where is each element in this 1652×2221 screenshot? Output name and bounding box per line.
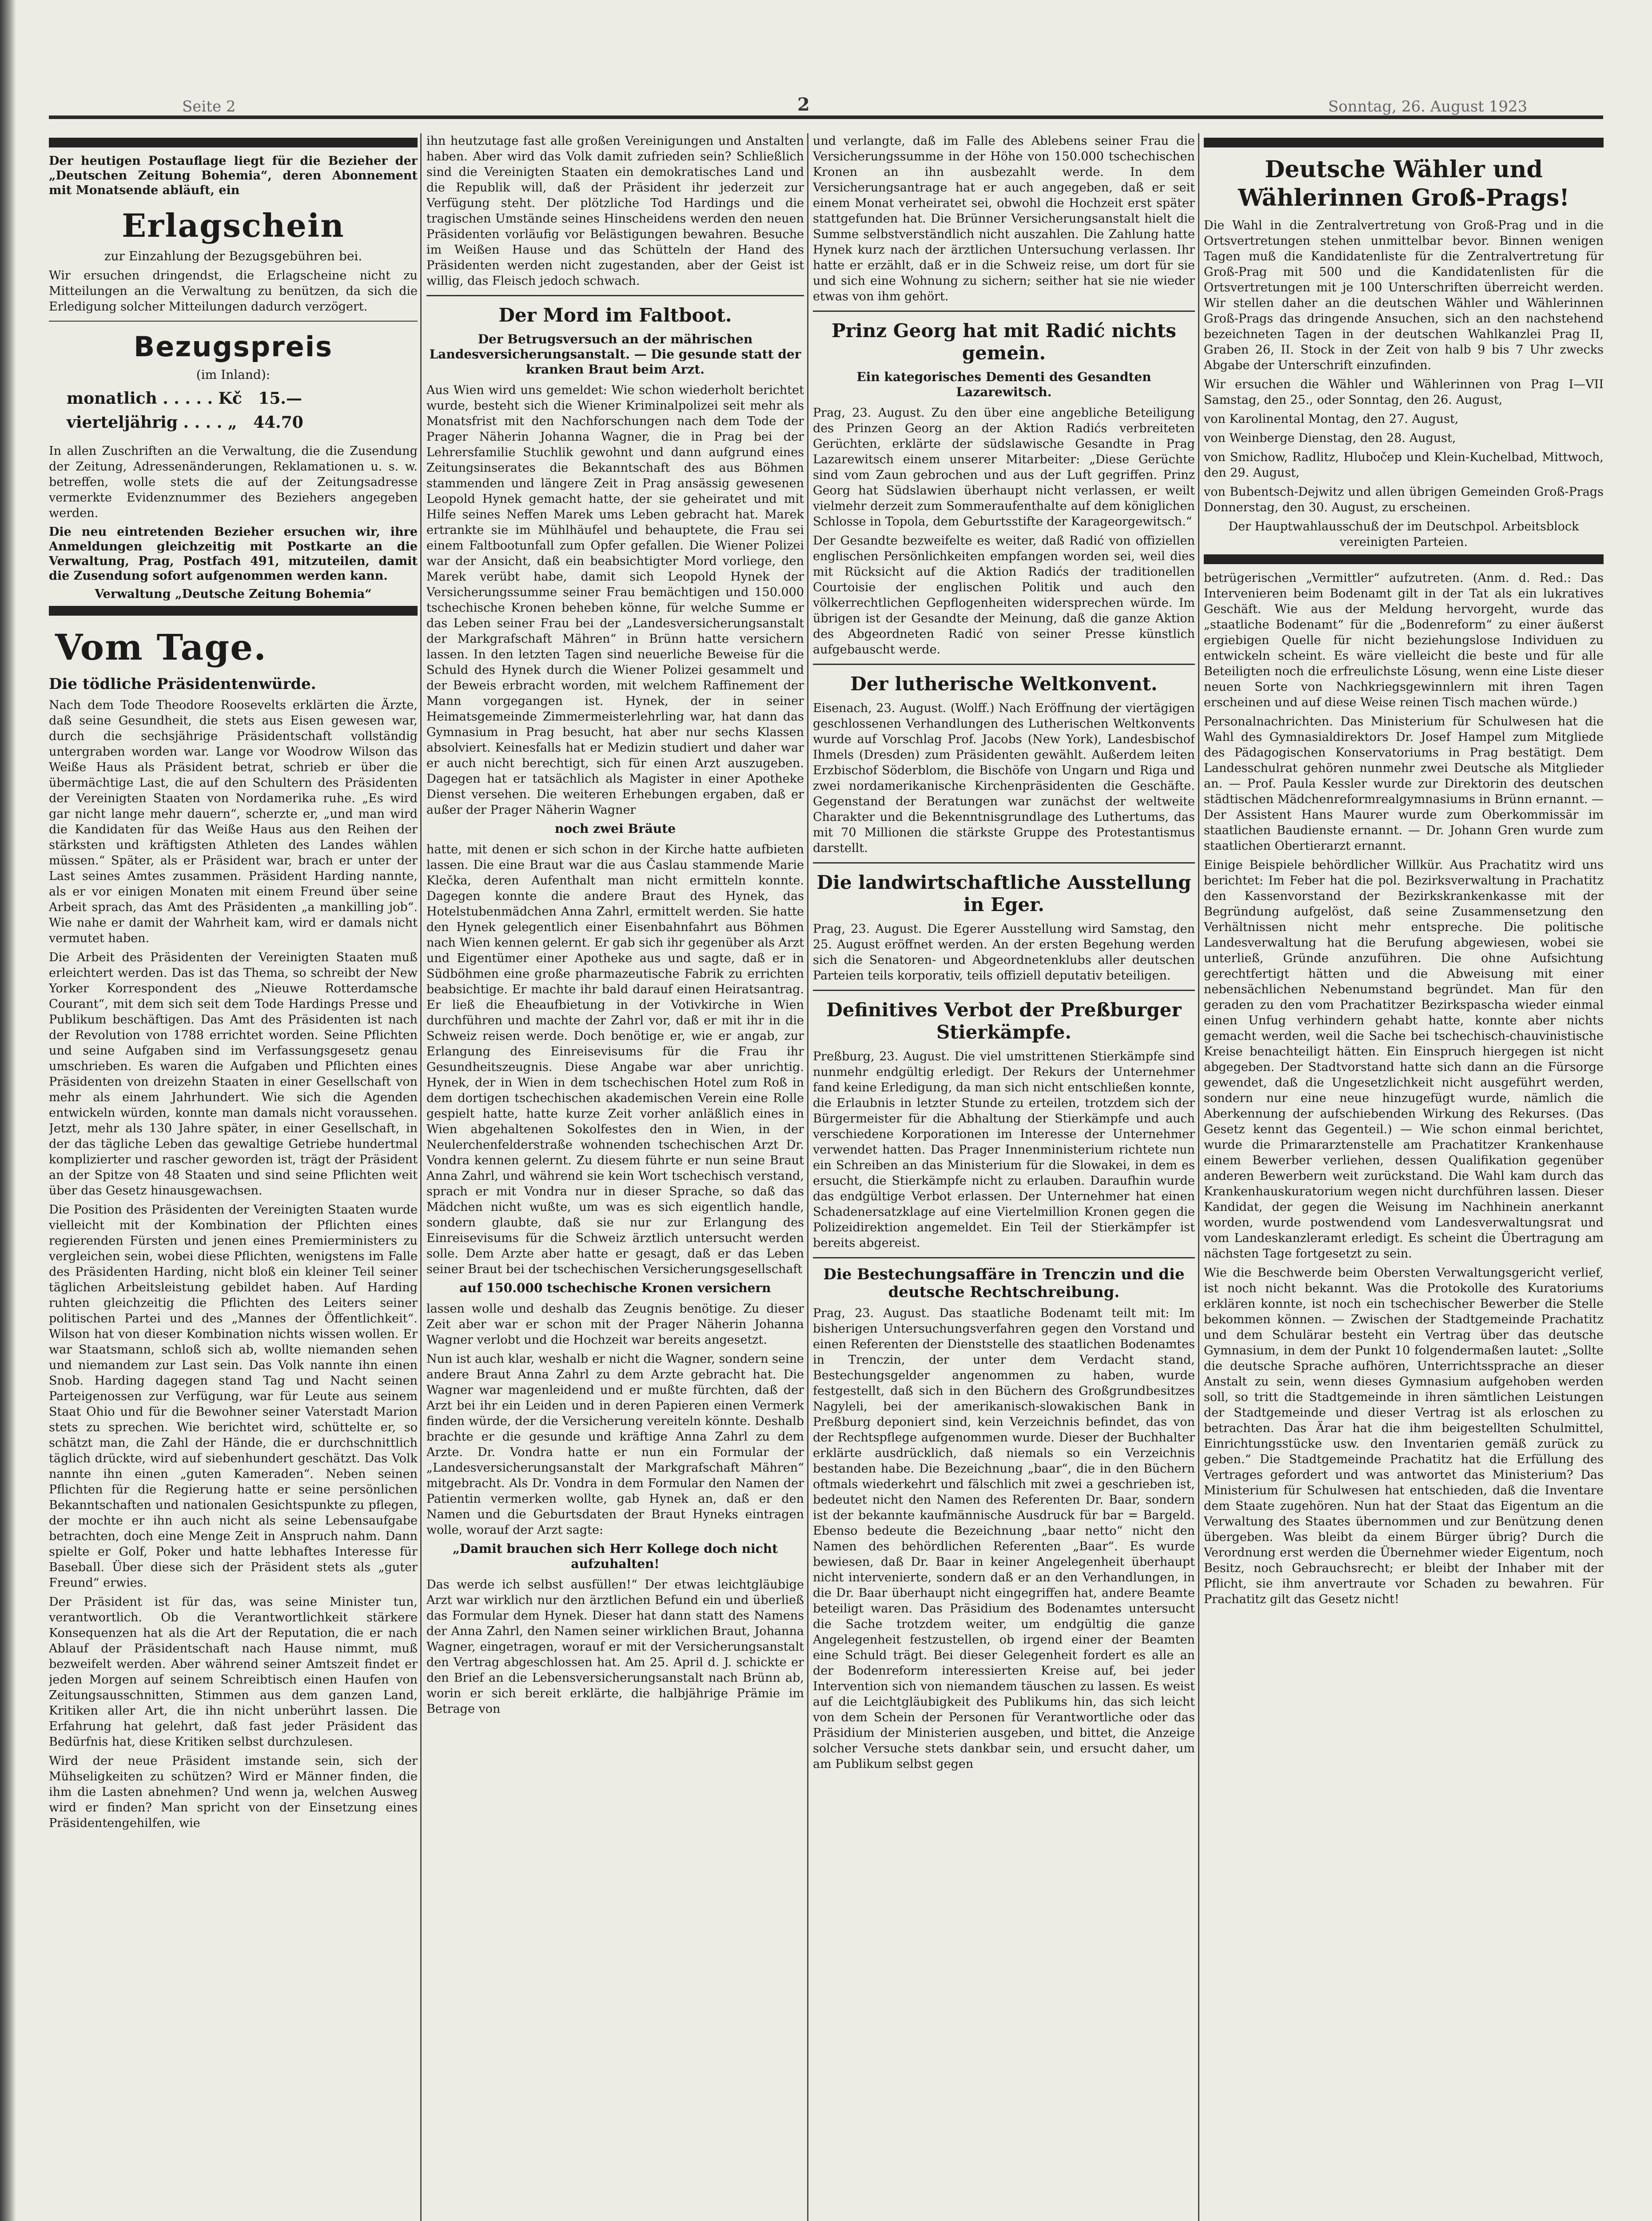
article-paragraph: Einige Beispiele behördlicher Willkür. Aus Prachatitz wird uns berichtet: Im Feber hat die pol. Bezirksverwaltung in Prachatitz den Kassenvorstand der Bezirkskrankenkasse mit der Begründung aufgelöst, daß seine Zusammensetzung den Verhältnissen nicht mehr entspreche. Die politische Landesverwaltung hat die Berufung abgewiesen, wobei sie unterließ, Gründe anzuführen. Die ohne Aufsichtung gerechtfertigt hätten und die Abweisung mit einer nebensächlichen Nebenumstand begründet. Man für den geraden zu den vom Prachatitzer Bezirkspascha wieder einmal einen Unfug verhindern gehabt hatte, konnte aber nichts gemacht werden, weil die Sache bei tschechisch-chauvinistische Kreise benachteiligt hätten. Ein Einspruch hiergegen ist nicht abgegeben. Der Stadtvorstand hatte sich dann an die Fürsorge gewendet, daß die Ungesetzlichkeit nicht ausgeführt werden, sondern nur eine neue hinzugefügt wurde, nämlich die Aberkennung der aufschiebenden Wirkung des Rekurses. (Das Gesetz kennt das Gegenteil.) — Wie schon einmal berichtet, wurde die Primararztenstelle am Prachatitzer Krankenhause einem Bewerber verliehen, dessen Qualifikation gegenüber anderen Bewerbern weit zurückstand. Die Wahl kam durch das Krankenhauskuratorium wegen nicht durchführen lassen. Dieser Kandidat, der gegen die Weisung im Nachhinein anerkannt worden, wurde postwendend vom Landesverwaltungsrat und vom Landeskanzleramt erledigt. Es scheint die Übertragung am nächsten Tage fortgesetzt zu sein. — [1204, 858, 1604, 1261]
erlagschein-heading: Erlagschein — [122, 207, 345, 244]
article-headline: Prinz Georg hat mit Radić nichts gemein. — [832, 320, 1176, 364]
appeal-signature: Der Hauptwahlausschuß der im Deutschpol. Arbeitsblock vereinigten Parteien. — [1228, 520, 1579, 549]
article-paragraph: Nach dem Tode Theodore Roosevelts erklärten die Ärzte, daß seine Gesundheit, die stets aus Eisen gewesen war, durch die sechsjährige Präsidentschaft vollständig untergraben worden war. Lange vor Woodrow Wilson das Weiße Haus als Präsident betrat, schrieb er über die übermächtige Last, die auf den Schultern des Präsidenten der Vereinigten Staaten von Nordamerika ruhe. „Es wird gar nicht lange mehr dauern“, scherzte er, „und man wird die Kandidaten für das Weiße Haus aus den Reihen der stärksten und kräftigsten Athleten des Landes wählen müssen.“ Später, als er Präsident war, brach er unter der Last seines Amtes zusammen. Präsident Harding nannte, als er vor einigen Monaten mit einem Freund über seine Arbeit sprach, das Amt des Präsidenten „a mankilling job“. Wie nahe er damit der Wahrheit kam, wird er damals nicht vermutet haben. — [49, 698, 418, 945]
rule — [813, 1257, 1195, 1258]
rule — [813, 664, 1195, 665]
article-paragraph: Nun ist auch klar, weshalb er nicht die Wagner, sondern seine andere Braut Anna Zahrl zu dem Arzte gebracht hat. Die Wagner war magenleidend und er mußte fürchten, daß der Arzt bei ihr ein Leiden und in deren Papieren einen Vermerk finden würde, der die Versicherung vereiteln könnte. Deshalb brachte er die gesunde und kräftige Anna Zahrl zu dem Arzte. Dr. Vondra hatte er nun ein Formular der „Landesversicherungsanstalt der Markgrafschaft Mähren“ mitgebracht. Als Dr. Vondra in dem Formular den Namen der Patientin vermerken wollte, gab Hynek an, daß er den Namen und die Geburtsdaten der Braut Hyneks eintragen wolle, worauf der Arzt sagte: — [426, 1352, 804, 1537]
bezugspreis-heading: Bezugspreis — [134, 330, 333, 363]
bezugspreis-inland: (im Inland): — [196, 367, 271, 382]
article-paragraph: ihn heutzutage fast alle großen Vereinigungen und Anstalten haben. Aber wird das Volk damit zufrieden sein? Schließlich sind die Vereinigten Staaten ein demokratisches Land und die Republik will, daß der Präsident ihr jederzeit zur Verfügung steht. Der plötzliche Tod Hardings und die tragischen Umstände seines Hinscheidens werden den neuen Präsidenten vorläufig vor Belästigungen bewahren. Besuche im Weißen Hause und das Schütteln der Hand des Präsidenten werden nicht zugestanden, aber der Geist ist willig, das Fleisch jedoch schwach. — [426, 134, 804, 288]
notice-top-rule — [49, 138, 418, 147]
article-headline: Die landwirtschaftliche Ausstellung in Eger. — [816, 872, 1191, 915]
article-headline: Die tödliche Präsidentenwürde. — [49, 675, 316, 693]
appeal-paragraph: Wir ersuchen die Wähler und Wählerinnen von Prag I—VII Samstag, den 25., oder Sonntag, den 26. August, — [1204, 378, 1604, 407]
header-left: Seite 2 — [182, 98, 236, 115]
rule — [813, 310, 1195, 312]
column-divider — [1198, 133, 1199, 2221]
article-paragraph: Preßburg, 23. August. Die viel umstrittenen Stierkämpfe sind nunmehr endgültig erledigt. Der Rekurs der Unternehmer fand keine Erledigung, da man sich nicht entschließen konnte, die Erlaubnis in letzter Stunde zu erteilen, trotzdem sich der Bürgermeister für die Abhaltung der Stierkämpfe und auch verschiedene Korporationen im Interesse der Unternehmer verwendet hatten. Das Prager Innenministerium richtete nun ein Schreiben an das Ministerium für die Slowakei, in dem es ersucht, die Stierkämpfe nicht zu erlauben. Daraufhin wurde das endgültige Verbot erlassen. Der Unternehmer hat einen Schadenersatzklage auf eine Viertelmillion Kronen gegen die Polizeidirektion angemeldet. Ein Teil der Stierkämpfer ist bereits abgereist. — [813, 1050, 1195, 1250]
article-headline: Der Mord im Faltboot. — [498, 304, 732, 326]
price-row-quarterly — [67, 410, 418, 434]
price-row-monthly — [67, 386, 418, 410]
column-divider — [420, 133, 422, 2221]
header-rule — [49, 115, 1603, 119]
article-paragraph: Wird der neue Präsident imstande sein, sich der Mühseligkeiten zu schützen? Wird er Männer finden, die ihm die Lasten abnehmen? Und wenn ja, welchen Ausweg wird er finden? Man spricht von der Einsetzung eines Präsidentengehilfen, wie — [49, 1754, 418, 1830]
price-label: monatlich . . . . . Kč — [67, 389, 242, 408]
appeal-bottom-rule — [1204, 554, 1604, 564]
erlagschein-text: Wir ersuchen dringendst, die Erlagscheine nicht zu Mitteilungen an die Verwaltung zu benützen, da sich die Erledigung solcher Mitteilungen dadurch verzögert. — [49, 269, 418, 314]
column-1 — [49, 133, 418, 2221]
article-paragraph: Wie die Beschwerde beim Obersten Verwaltungsgericht verlief, ist noch nicht bekannt. Was die Protokolle des Kuratoriums erklären konnte, ist noch ein tschechischer Bewerber die Stelle bekommen können. — Zwischen der Stadtgemeinde Prachatitz und dem Schulärar besteht ein Vertrag über das deutsche Gymnasium, in dem der Punkt 10 folgendermaßen lautet: „Sollte die deutsche Sprache aufhören, Unterrichtssprache an dieser Anstalt zu sein, wenn dieses Gymnasium aufgehoben werden soll, so tritt die Stadtgemeinde in ihren sämtlichen Leistungen der Stadtgemeinde und dieser Vertrag ist als erloschen zu betrachten. Das Ärar hat die ihm beigestellten Schulmittel, Einrichtungsstücke usw. den Inventarien gemäß zurück zu geben.“ Die Stadtgemeinde Prachatitz hat die Erfüllung des Vertrages gefordert und was antwortet das Ministerium? Das Ministerium für Schulwesen hat entschieden, daß die Inventare dem Staate zugehören. Nun hat der Staat das Eigentum an die Verwaltung des Staates übernommen und zur Benützung denen übergeben. Was bleibt da einem Bürger übrig? Durch die Verordnung erst werden die Übernehmer wieder Eigentum, noch Besitz, noch Gebrauchsrecht; er bleibt der Inhaber mit der Pflicht, sie ihm anvertraute vor Schaden zu bewahren. Für Prachatitz gilt das Gesetz nicht! — [1204, 1266, 1604, 1606]
appeal-paragraph: Die Wahl in die Zentralvertretung von Groß-Prag und in die Ortsvertretungen stehen unmittelbar bevor. Binnen wenigen Tagen muß die Kandidatenliste für die Zentralvertretung für Groß-Prag mit 500 und die Kandidatenlisten für die Ortsvertretungen mit je 100 Unterschriften überreicht werden. Wir stellen daher an die deutschen Wähler und Wählerinnen Groß-Prags das dringende Ansuchen, sich an den nachstehend bezeichneten Tagen in der deutschen Wahlkanzlei Prag II, Graben 26, II. Stock in der Zeit von halb 9 bis 7 Uhr zwecks Abgabe der Unterschrift einzufinden. — [1204, 219, 1604, 372]
column-divider — [807, 133, 808, 2221]
rule — [426, 295, 804, 296]
article-dek: Der Betrugsversuch an der mährischen Landesversicherungsanstalt. — Die gesunde statt der kranken Braut beim Arzt. — [429, 332, 801, 377]
article-headline: Die Bestechungsaffäre in Trenczin und die deutsche Rechtschreibung. — [823, 1266, 1185, 1301]
price-value: 15.— — [258, 389, 302, 408]
article-paragraph: betrügerischen „Vermittler“ aufzutreten. (Anm. d. Red.: Das Intervenieren beim Bodenamt gilt in der Tat als ein lukratives Geschäft. Wie aus der Meldung hervorgeht, wurde das „staatliche Bodenamt“ für die „Bodenreform“ zu einer äußerst ergiebigen Quelle für nicht beziehungslose Individuen zu entwickeln scheint. Es wäre vielleicht die beste und für alle Beteiligten noch die erfreulichste Lösung, wenn eine Liste dieser neuen Sorte von Nachkriegsgewinnlern mit ihren Tagen erscheinen und auf diese Weise reinen Tisch machen würde.) — [1204, 571, 1604, 709]
column-4 — [1204, 133, 1604, 2221]
article-headline: Definitives Verbot der Preßburger Stierkämpfe. — [826, 999, 1182, 1043]
article-quote: „Damit brauchen sich Herr Kollege doch nicht aufzuhalten! — [452, 1541, 778, 1571]
article-paragraph: Prag, 23. August. Zu den über eine angebliche Beteiligung des Prinzen Georg an der Aktion Radićs verbreiteten Gerüchten, erklärte der südslawische Gesandte in Prag Lazarewitsch einem unserer Mitarbeiter: „Diese Gerüchte sind vom Zaun gebrochen und aus der Luft gegriffen. Prinz Georg hat Südslawien überhaupt nicht verlassen, er weilt vielmehr derzeit zum Sommeraufenthalte auf dem königlichen Schlosse in Topola, dem Geburtsstifte der Karageorgewitsch.“ — [813, 406, 1195, 529]
appeal-paragraph: von Bubentsch-Dejwitz und allen übrigen Gemeinden Groß-Prags Donnerstag, den 30. August, zu erscheinen. — [1204, 485, 1604, 514]
article-paragraph: Eisenach, 23. August. (Wolff.) Nach Eröffnung der viertägigen geschlossenen Verhandlungen des Lutherischen Weltkonvents wurde auf Vorschlag Prof. Jacobs (New York), Landesbischof Ihmels (Dresden) zum Präsidenten gewählt. Außerdem leiten Erzbischof Söderblom, die Bischöfe von Ungarn und Riga und zwei nordamerikanische Kirchenpräsidenten die Geschäfte. Gegenstand der Beratungen war zunächst der weltweite Charakter und die Bekenntnisgrundlage des Luthertums, das mit 70 Millionen die stärkste Gruppe des Protestantismus darstellt. — [813, 701, 1195, 855]
section-rule — [49, 606, 418, 616]
price-label: vierteljährig . . . . „ — [67, 413, 237, 432]
rule — [813, 862, 1195, 864]
article-paragraph: Prag, 23. August. Das staatliche Bodenamt teilt mit: Im bisherigen Untersuchungsverfahren gegen den Vorstand und einen Referenten der Dienststelle des staatlichen Bodenamtes in Trenczin, der unter dem Verdacht stand, Bestechungsgelder angenommen zu haben, wurde festgestellt, daß sich in den Büchern des Großgrundbesitzes Nagyleli, bei der amerikanisch-slowakischen Bank in Preßburg deponiert sind, kein Verzeichnis befindet, das von der Rechtspflege aufgenommen wurde. Dieser der Buchhalter erklärte ausdrücklich, daß niemals so ein Verzeichnis bestanden habe. Die Bezeichnung „baar“, die in den Büchern oftmals wiederkehrt und fälschlich mit zwei a geschrieben ist, bedeutet nicht den Namen des Referenten Dr. Baar, sondern ist der bekannte kaufmännische Ausdruck für bar = Bargeld. Ebenso bedeute die Bezeichnung „baar netto“ nicht den Namen des behördlichen Referenten „Baar“. Es wurde bewiesen, daß Dr. Baar in keiner Angelegenheit überhaupt nicht intervenierte, sondern daß er an den Verhandlungen, in die Dr. Baar überhaupt nicht eingegriffen hat, andere Beamte beteiligt waren. Das Präsidium des Bodenamtes untersucht die Sache trotzdem weiter, um endgültig die ganze Angelegenheit festzustellen, ob irgend einer der Beamten eine Schuld trägt. Bei dieser Gelegenheit fordert es alle an der Bodenreform interessierten Kreise auf, bei jeder Intervention sich von niemandem täuschen zu lassen. Es weist auf die Leichtgläubigkeit des Publikums hin, das sich leicht von dem Schein der Personen für Verantwortliche oder das Präsidium der Ministerien ausgeben, und bittet, die Anzeige solcher Versuche stets dankbar sein, und ersucht daher, um am Publikum selbst gegen — [813, 1306, 1195, 1771]
article-subhead: noch zwei Bräute — [554, 821, 676, 836]
rule — [49, 321, 418, 322]
zuschriften-text: In allen Zuschriften an die Verwaltung, die die Zusendung der Zeitung, Adressenänderungen, Reklamationen u. s. w. betreffen, wolle stets die auf der Zeitungsadresse vermerkte Evidenznummer des Beziehers angegeben werden. — [49, 444, 418, 520]
article-paragraph: lassen wolle und deshalb das Zeugnis benötige. Zu dieser Zeit aber war er schon mit der Prager Näherin Johanna Wagner verlobt und die Hochzeit war bereits angesetzt. — [426, 1302, 804, 1347]
article-paragraph: hatte, mit denen er sich schon in der Kirche hatte aufbieten lassen. Die eine Braut war die aus Časlau stammende Marie Klečka, deren Aufenthalt man nicht ermitteln konnte. Dagegen konnte die andere Braut des Hynek, das Hotelstubenmädchen Anna Zahrl, ermittelt werden. Sie hatte den Hynek gelegentlich einer Eisenbahnfahrt aus Böhmen nach Wien kennen gelernt. Er gab sich ihr gegenüber als Arzt und Eigentümer einer Apotheke aus und sagte, daß er in Südböhmen eine große pharmazeutische Fabrik zu errichten beabsichtige. Er machte ihr bald darauf einen Heiratsantrag. Er ließ die Eheaufbietung in der Votivkirche in Wien durchführen und machte der Zahrl vor, daß er mit ihr in die Schweiz reisen werde. Doch benötige er, wie er angab, zur Erlangung des Einreisevisums für die Frau ihr Gesundheitszeugnis. Diese Angabe war aber unrichtig. Hynek, der in Wien in dem tschechischen Hotel zum Roß in dem dortigen tschechischen akademischen Verein eine Rolle gespielt hatte, hatte kurze Zeit vorher anläßlich eines in Wien abgehaltenen Sokolfestes den in Wien, in der Neulerchenfelderstraße wohnenden tschechischen Arzt Dr. Vondra kennen gelernt. Zu diesem führte er nun seine Braut Anna Zahrl, und während sie kein Wort tschechisch verstand, sprach er mit Vondra nur in dieser Sprache, so daß das Mädchen nicht wußte, um was es sich eigentlich handle, sondern glaubte, daß sie nur zur Erlangung des Einreisevisums für die Schweiz ärztlich untersucht werden solle. Dem Arzte aber hatte er gesagt, daß er das Leben seiner Braut bei der tschechischen Versicherungsgesellschaft — [426, 843, 804, 1276]
appeal-paragraph: von Karolinental Montag, den 27. August, — [1204, 412, 1459, 426]
subscription-notice: Der heutigen Postauflage liegt für die Bezieher der „Deutschen Zeitung Bohemia“, deren Abonnement mit Monatsende abläuft, ein — [49, 154, 418, 197]
appeal-paragraph: von Weinberge Dienstag, den 28. August, — [1204, 431, 1456, 445]
column-3 — [813, 133, 1195, 2221]
appeal-paragraph: von Smichow, Radlitz, Hlubočep und Klein-Kuchelbad, Mittwoch, den 29. August, — [1204, 450, 1604, 480]
column-2 — [426, 133, 804, 2221]
article-subhead: auf 150.000 tschechische Kronen versichern — [459, 1281, 771, 1295]
price-list — [67, 386, 418, 434]
article-paragraph: Prag, 23. August. Die Egerer Ausstellung wird Samstag, den 25. August eröffnet werden. An der ersten Begehung werden sich die Senatoren- und Abgeordnetenklubs aller deutschen Parteien teils korporativ, teils offiziell deputativ beteiligen. — [813, 922, 1195, 983]
article-headline: Der lutherische Weltkonvent. — [850, 673, 1158, 695]
article-paragraph: und verlangte, daß im Falle des Ablebens seiner Frau die Versicherungssumme in der Höhe von 150.000 tschechischen Kronen an ihn ausbezahlt werde. In dem Versicherungsantrage hat er auch angegeben, daß er seit einem Monat verheiratet sei, obwohl die Hochzeit erst später stattgefunden hat. Die Brünner Versicherungsanstalt hielt die Summe selbstverständlich nicht auszahlen. Die Zahlung hatte Hynek kurz nach der ärztlichen Untersuchung verlassen. Ihr hatte er erzählt, daß er in die Schweiz reise, um dort für sie und sich eine Wohnung zu sichern; seither hat sie nie wieder etwas von ihm gehört. — [813, 134, 1195, 303]
rule — [813, 990, 1195, 991]
article-paragraph: Die Arbeit des Präsidenten der Vereinigten Staaten muß erleichtert werden. Das ist das Thema, so schreibt der New Yorker Korrespondent des „Nieuwe Rotterdamsche Courant“, mit dem sich seit dem Tode Hardings Presse und Publikum beschäftigen. Das Amt des Präsidenten ist nach der Revolution von 1788 errichtet worden. Seine Pflichten und seine Aufgaben sind im Verfassungsgesetz genau umschrieben. Es waren die Aufgaben und Pflichten eines Präsidenten von dreizehn Staaten in einer Gesellschaft von mehr als einem Jahrhundert. Wie sich die Agenden entwickeln würden, konnte man damals nicht voraussehen. Jetzt, mehr als 130 Jahre später, in einer Gesellschaft, in der das tägliche Leben das gewaltige Getriebe hundertmal komplizierter und rascher geworden ist, trägt der Präsident an der Spitze von 48 Staaten und sind seine Pflichten weit über das Gesetz hinausgewachsen. — [49, 951, 418, 1198]
vom-tage-heading: Vom Tage. — [55, 626, 267, 668]
article-paragraph: Aus Wien wird uns gemeldet: Wie schon wiederholt berichtet wurde, besteht sich die Wiener Kriminalpolizei seit mehr als Monatsfrist mit den Nachforschungen nach dem Tode der Prager Näherin Johanna Wagner, die in Prag bei der Lehrersfamilie Stuchlik gewohnt und dann aufgrund eines Zeitungsinserates die Bekanntschaft des aus Böhmen stammenden und längere Zeit in Prag ansässig gewesenen Leopold Hynek gemacht hatte, der sie geheiratet und mit Hilfe seines Neffen Marek ums Leben gebracht hat. Marek ertrankte sie im Mühlhäufel und behauptete, die Frau sei einem Faltbootunfall zum Opfer gefallen. Die Wiener Polizei war der Ansicht, daß ein beabsichtigter Mord vorliege, den Marek verübt habe, damit sich Leopold Hynek der Versicherungssumme seiner Frau bemächtigen und 150.000 tschechische Kronen beheben könne, für welche Summe er das Leben seiner Frau bei der „Landesversicherungsanstalt der Markgrafschaft Mähren“ in Brünn hatte versichern lassen. In den letzten Tagen sind neuerliche Beweise für die Schuld des Hynek durch die Wiener Polizei gesammelt und der Beweis erbracht worden, mit welchem Raffinement der Mann vorgegangen ist. Hynek, der in seiner Heimatsgemeinde Zimmermeisterlehrling war, hat dann das Gymnasium in Prag besucht, hat aber nur sechs Klassen absolviert. Keinesfalls hat er Medizin studiert und daher war er auch nicht berechtigt, sich für einen Arzt auszugeben. Dagegen hat er tatsächlich als Magister in einer Apotheke Dienst versehen. Die weiteren Erhebungen ergaben, daß er außer der Prager Näherin Wagner — [426, 383, 804, 817]
new-subscribers-text: Die neu eintretenden Bezieher ersuchen wir, ihre Anmeldungen gleichzeitig mit Postkarte an die Verwaltung, Prag, Postfach 491, mitzuteilen, damit die Zusendung sofort aufgenommen werden kann. — [49, 525, 418, 583]
article-paragraph: Personalnachrichten. Das Ministerium für Schulwesen hat die Wahl des Gymnasialdirektors Dr. Josef Hampel zum Mitgliede des Pädagogischen Konservatoriums in Prag bestätigt. Dem Landesschulrat gehören nunmehr zwei Deutsche als Mitglieder an. — Prof. Paula Kessler wurde zur Direktorin des deutschen städtischen Mädchenreformrealgymnasiums in Brünn ernannt. — Der Assistent Hans Maurer wurde zum Oberkommissär im staatlichen Baudienste ernannt. — Dr. Johann Gren wurde zum staatlichen Obertierarzt ernannt. — [1204, 715, 1604, 853]
appeal-top-rule — [1204, 138, 1604, 147]
article-dek: Ein kategorisches Dementi des Gesandten Lazarewitsch. — [856, 370, 1151, 399]
article-paragraph: Das werde ich selbst ausfüllen!“ Der etwas leichtgläubige Arzt war wirklich nur den ärztlichen Befund ein und überließ das Formular dem Hynek. Dieser hat dann statt des Namens der Anna Zahrl, den Namen seiner wirklichen Braut, Johanna Wagner, eingetragen, worauf er mit der Versicherungsanstalt den Vertrag abgeschlossen hat. Am 25. April d. J. schickte er den Brief an die Lebensversicherungsanstalt nach Brünn ab, worin er sich bereit erklärte, die halbjährige Prämie im Betrage von — [426, 1578, 804, 1716]
article-paragraph: Der Gesandte bezweifelte es weiter, daß Radić von offiziellen englischen Persönlichkeiten empfangen worden sei, weil dies mit Rücksicht auf die Aktion Radićs der traditionellen Courtoisie der englischen Politik und auch den völkerrechtlichen Gepflogenheiten widersprechen würde. Im übrigen ist der Gesandte der Meinung, daß die ganze Aktion des Abgeordneten Radić von seiner Presse künstlich aufgebauscht werde. — [813, 534, 1195, 657]
appeal-headline: Deutsche Wähler und Wählerinnen Groß-Prags! — [1238, 156, 1570, 211]
administration-sign: Verwaltung „Deutsche Zeitung Bohemia“ — [95, 587, 372, 601]
header-date: Sonntag, 26. August 1923 — [1328, 98, 1528, 115]
page-number: 2 — [797, 94, 810, 115]
article-paragraph: Der Präsident ist für das, was seine Minister tun, verantwortlich. Ob die Verantwortlichkeit stärkere Konsequenzen hat als die Art der Reputation, die er nach Ablauf der Präsidentschaft nach Hause nimmt, muß bezweifelt werden. Aber während seiner Amtszeit findet er jeden Morgen auf seinem Schreibtisch einen Haufen von Zeitungsausschnitten, Stimmen aus dem ganzen Land, Kritiken aller Art, die ihn nicht unberührt lassen. Die Erfahrung hat gelehrt, daß fast jeder Präsident das Bedürfnis hat, diese Kritiken selbst durchzulesen. — [49, 1595, 418, 1749]
price-value: 44.70 — [253, 413, 303, 432]
erlagschein-sub: zur Einzahlung der Bezugsgebühren bei. — [104, 249, 362, 263]
article-paragraph: Die Position des Präsidenten der Vereinigten Staaten wurde vielleicht mit der Kombination der Pflichten eines regierenden Fürsten und jenen eines Premierministers zu vergleichen sein, wobei diese Pflichten, wenigstens im Falle des Präsidenten Harding, nicht bloß ein kleiner Teil seiner täglichen Arbeitsleistung gebildet haben. Auf Harding ruhten gleichzeitig die Pflichten des Leiters seiner politischen Partei und des „Mannes der Öffentlichkeit“. Wilson hat von dieser Kombination nichts wissen wollen. Er war Staatsmann, schloß sich ab, wollte niemanden sehen und niemandem zur Last sein. Das Volk nannte ihn einen Snob. Harding dagegen stand Tag und Nacht seinen Parteigenossen zur Verfügung, war für Leute aus seinem Staat Ohio und für die Bewohner seiner Vaterstadt Marion stets zu sprechen. Wie berichtet wird, schüttelte er, so schätzt man, die Zahl der Hände, die er durchschnittlich täglich drückte, wird auf siebenhundert geschätzt. Das Volk nannte ihn einen „guten Kameraden“. Neben seinen Pflichten für die Regierung hatte er seine persönlichen Bekanntschaften und nationalen Gesichtspunkte zu pflegen, der mochte er ihn auch nicht als seine Lebensaufgabe betrachten, doch eine Menge Zeit in Anspruch nahm. Dann spielte er Golf, Poker und hatte lebhaftes Interesse für Baseball. Über diese sich der Präsident stets als „guter Freund“ erwies. — [49, 1203, 418, 1590]
